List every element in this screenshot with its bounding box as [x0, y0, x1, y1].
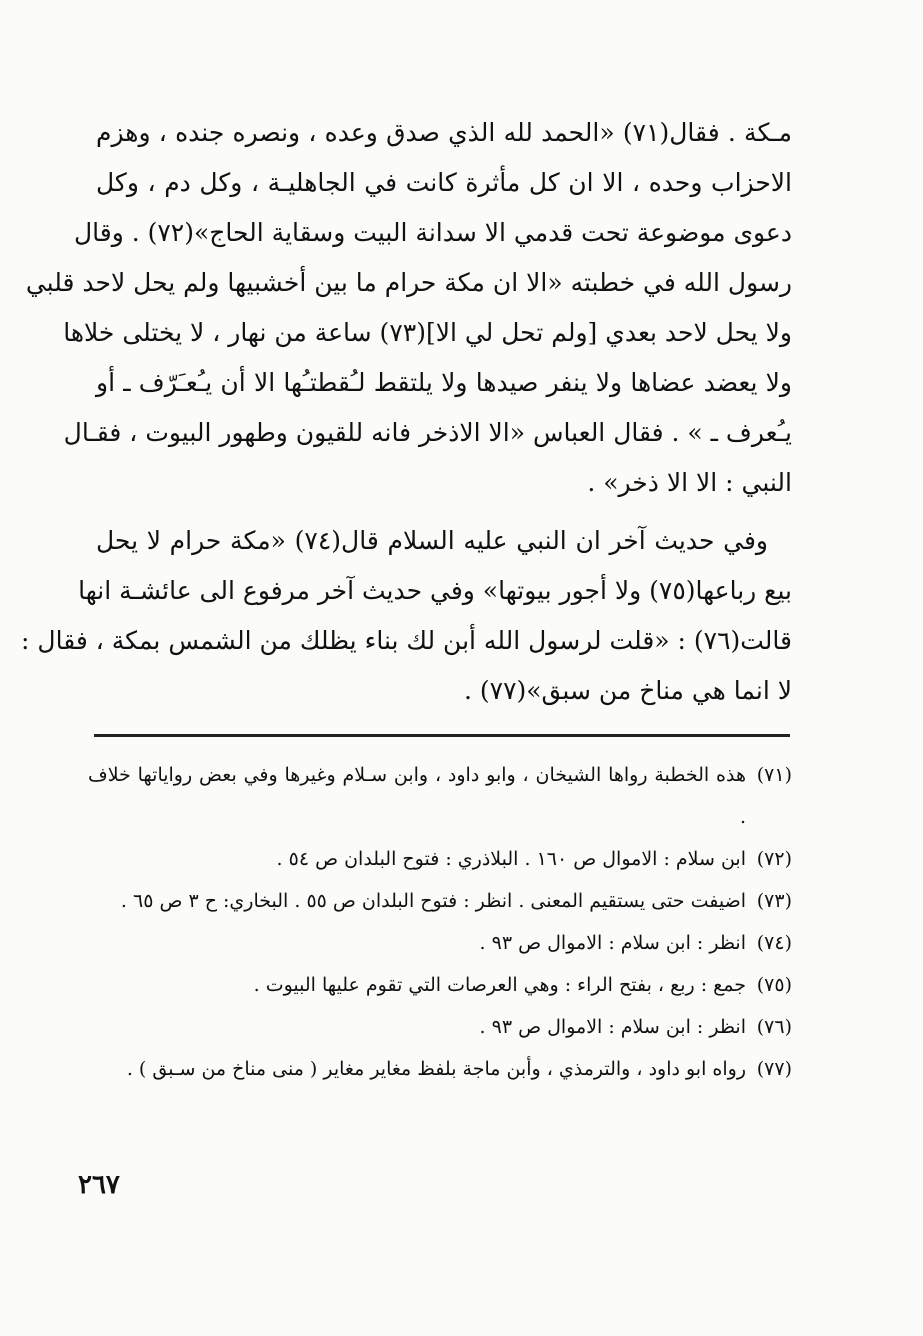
footnote-text: انظر : ابن سلام : الاموال ص ٩٣ . [479, 1016, 746, 1038]
footnotes [88, 754, 792, 1090]
footnote-item [88, 1048, 792, 1090]
text-line: لا انما هي مناخ من سبق»(٧٧) . [463, 676, 792, 705]
text-line: رسول الله في خطبته «الا ان مكة حرام ما بين أخشبيها ولم يحل لاحد قلبي [25, 268, 792, 297]
text-line: مـكة . فقال(٧١) «الحمد لله الذي صدق وعده ، ونصره جنده ، وهزم [96, 118, 792, 147]
text-line: بيع رباعها(٧٥) ولا أجور بيوتها» وفي حديث آخر مرفوع الى عائشـة انها [78, 576, 792, 605]
footnote-item [88, 922, 792, 964]
footnote-number: (٧٦) [756, 1016, 792, 1038]
text-line: ولا يحل لاحد بعدي [ولم تحل لي الا](٧٣) ساعة من نهار ، لا يختلى خلاها [63, 318, 792, 347]
footnote-item [88, 880, 792, 922]
footnote-item [88, 838, 792, 880]
footnote-text: ابن سلام : الاموال ص ١٦٠ . البلاذري : فتوح البلدان ص ٥٤ . [276, 848, 746, 870]
footnote-number: (٧٤) [756, 932, 792, 954]
page-number: ٢٦٧ [78, 1170, 120, 1200]
text-line: قالت(٧٦) : «قلت لرسول الله أبن لك بناء يظلك من الشمس بمكة ، فقال : [21, 626, 792, 655]
footnote-divider [94, 734, 790, 737]
footnote-text: اضيفت حتى يستقيم المعنى . انظر : فتوح البلدان ص ٥٥ . البخاري: ح ٣ ص ٦٥ . [120, 890, 746, 912]
footnote-text: انظر : ابن سلام : الاموال ص ٩٣ . [479, 932, 746, 954]
text-line: وفي حديث آخر ان النبي عليه السلام قال(٧٤) «مكة حرام لا يحل [96, 526, 768, 555]
text-line: الاحزاب وحده ، الا ان كل مأثرة كانت في الجاهليـة ، وكل دم ، وكل [96, 168, 792, 197]
text-line: النبي : الا الا ذخر» . [587, 468, 792, 497]
footnote-item [88, 964, 792, 1006]
footnote-number: (٧٥) [756, 974, 792, 996]
main-text [21, 108, 792, 716]
footnote-number: (٧٧) [756, 1058, 792, 1080]
footnote-number: (٧١) [756, 764, 792, 786]
text-line: دعوى موضوعة تحت قدمي الا سدانة البيت وسقاية الحاج»(٧٢) . وقال [73, 218, 792, 247]
text-line: ولا يعضد عضاها ولا ينفر صيدها ولا يلتقط لـُقطتـُها الا أن يـُعـَرّف ـ أو [96, 368, 792, 397]
footnote-text: هذه الخطبة رواها الشيخان ، وابو داود ، وابن سـلام وغيرها وفي بعض رواياتها خلاف . [88, 764, 746, 828]
footnote-text: جمع : ربع ، بفتح الراء : وهي العرصات التي تقوم عليها البيوت . [253, 974, 746, 996]
text-line: يـُعرف ـ » . فقال العباس «الا الاذخر فانه للقيون وطهور البيوت ، فقـال [63, 418, 792, 447]
footnote-number: (٧٣) [756, 890, 792, 912]
footnote-item [88, 754, 792, 838]
footnote-text: رواه ابو داود ، والترمذي ، وأبن ماجة بلفظ مغاير مغاير ( منى مناخ من سـبق ) . [126, 1058, 746, 1080]
footnote-number: (٧٢) [756, 848, 792, 870]
footnote-item [88, 1006, 792, 1048]
